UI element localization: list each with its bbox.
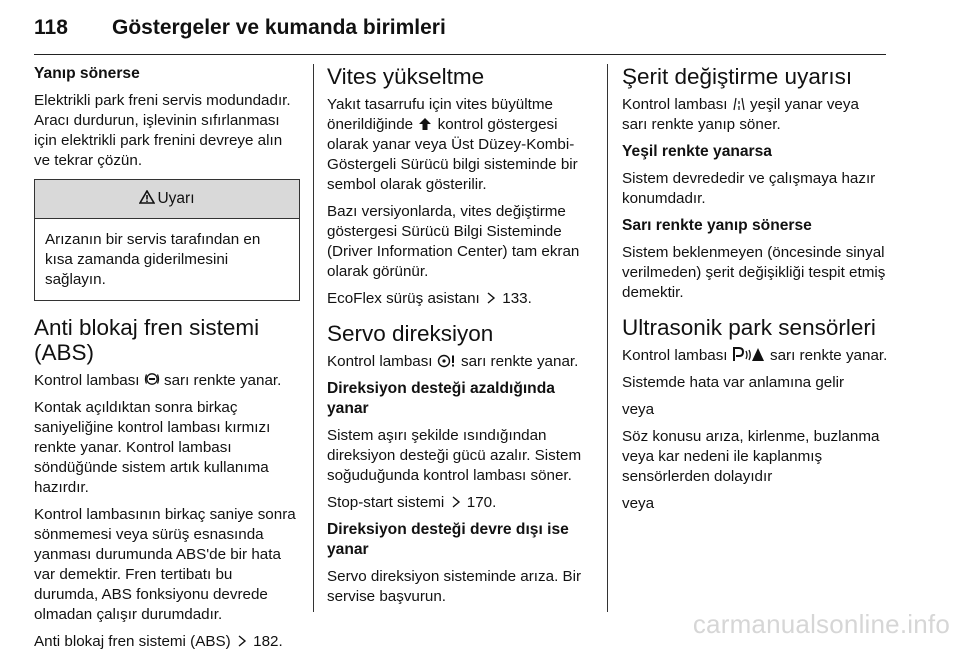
warning-text: Arızanın bir servis tarafından en kısa zamanda giderilmesini sağlayın. — [45, 231, 261, 288]
section-title-servo: Servo direksiyon — [327, 321, 494, 346]
text: Stop-start sistemi — [327, 494, 445, 511]
subheading: Sarı renkte yanıp sönerse — [622, 217, 812, 234]
heading-flashing: Yanıp sönerse — [34, 65, 140, 82]
column-1 — [34, 64, 300, 659]
paragraph — [327, 493, 595, 513]
paragraph — [622, 95, 888, 135]
section-title-park: Ultrasonik park sensörleri — [622, 315, 876, 340]
page-reference-arrow-icon[interactable] — [451, 496, 461, 508]
upshift-arrow-icon — [417, 117, 433, 131]
warning-box — [34, 179, 300, 301]
steering-warning-icon — [437, 354, 457, 368]
warning-title: Uyarı — [157, 190, 195, 207]
text: Kontrol lambası — [327, 353, 433, 370]
page-reference[interactable]: 182. — [253, 633, 283, 650]
paragraph — [327, 95, 595, 195]
paragraph: Sistem beklenmeyen (öncesinde sinyal verilmeden) şerit değişikliği tespit etmiş demektir. — [622, 244, 886, 301]
section-title-lane: Şerit değiştirme uyarısı — [622, 64, 853, 89]
warning-body — [35, 219, 299, 300]
paragraph — [34, 371, 300, 391]
park-sensor-icon — [732, 346, 766, 362]
subheading: Direksiyon desteği devre dışı ise yanar — [327, 521, 569, 558]
column-divider — [607, 64, 608, 612]
text: Kontrol lambası — [622, 96, 728, 113]
paragraph: Bazı versiyonlarda, vites değiştirme göstergesi Sürücü Bilgi Sisteminde (Driver Information Center) tam ekran olarak görünür. — [327, 203, 580, 280]
text: yeşil yanar veya sarı renkte yanıp söner. — [622, 96, 859, 133]
text: sarı renkte yanar. — [461, 353, 579, 370]
column-3 — [622, 64, 888, 521]
text: sarı renkte yanar. — [770, 347, 888, 364]
paragraph: Sistemde hata var anlamına gelir — [622, 374, 845, 391]
paragraph: Sistem aşırı şekilde ısındığından direksiyon desteği gücü azalır. Sistem soğuduğunda kontrol lambası söner. — [327, 427, 582, 484]
paragraph: veya — [622, 401, 655, 418]
text: Kontrol lambası — [622, 347, 728, 364]
warning-triangle-icon — [139, 190, 155, 204]
watermark: carmanualsonline.info — [692, 609, 950, 639]
text: EcoFlex sürüş asistanı — [327, 290, 480, 307]
paragraph: veya — [622, 495, 655, 512]
text: Yakıt tasarrufu için vites büyültme önerildiğinde — [327, 96, 553, 133]
paragraph — [327, 289, 595, 309]
page-reference[interactable]: 133. — [502, 290, 532, 307]
warning-header — [35, 180, 299, 219]
paragraph: Kontak açıldıktan sonra birkaç saniyeliğine kontrol lambası kırmızı renkte yanar. Kontrol lambası söndüğünde sistem artık kullanıma hazırdır. — [34, 399, 271, 496]
section-title-upshift: Vites yükseltme — [327, 64, 485, 89]
column-2 — [327, 64, 595, 614]
text: kontrol göstergesi olarak yanar veya Üst Düzey-Kombi-Göstergeli Sürücü bilgi sisteminde bir sembol olarak gösterilir. — [327, 116, 578, 193]
abs-icon — [144, 371, 160, 387]
text: Kontrol lambası — [34, 372, 140, 389]
paragraph — [34, 632, 300, 652]
paragraph — [327, 352, 595, 372]
page-number: 118 — [34, 16, 68, 39]
text: Anti blokaj fren sistemi (ABS) — [34, 633, 231, 650]
paragraph: Kontrol lambasının birkaç saniye sonra sönmemesi veya sürüş esnasında yanması durumunda ABS'de bir hata var demektir. Fren tertibatı bu durumda, ABS fonksiyonu devrede olmadan çalışır durumdadır. — [34, 506, 296, 623]
paragraph: Servo direksiyon sisteminde arıza. Bir servise başvurun. — [327, 568, 582, 605]
text: sarı renkte yanar. — [164, 372, 282, 389]
page-reference-arrow-icon[interactable] — [237, 635, 247, 647]
subheading: Direksiyon desteği azaldığında yanar — [327, 380, 555, 417]
paragraph: Söz konusu arıza, kirlenme, buzlanma veya kar nedeni ile kaplanmış sensörlerden dolayıdır — [622, 428, 880, 485]
page-header — [34, 14, 886, 55]
subheading: Yeşil renkte yanarsa — [622, 143, 772, 160]
paragraph: Sistem devrededir ve çalışmaya hazır konumdadır. — [622, 170, 876, 207]
paragraph: Elektrikli park freni servis modundadır. Aracı durdurun, işlevinin sıfırlanması için elektrikli park frenini devreye alın ve tekrar çözün. — [34, 92, 291, 169]
page-reference[interactable]: 170. — [466, 494, 497, 511]
page-reference-arrow-icon[interactable] — [486, 292, 496, 304]
paragraph — [622, 346, 888, 366]
lane-change-icon — [732, 97, 746, 111]
page-title: Göstergeler ve kumanda birimleri — [112, 16, 446, 39]
column-divider — [313, 64, 314, 612]
section-title-abs: Anti blokaj fren sistemi (ABS) — [34, 315, 260, 365]
